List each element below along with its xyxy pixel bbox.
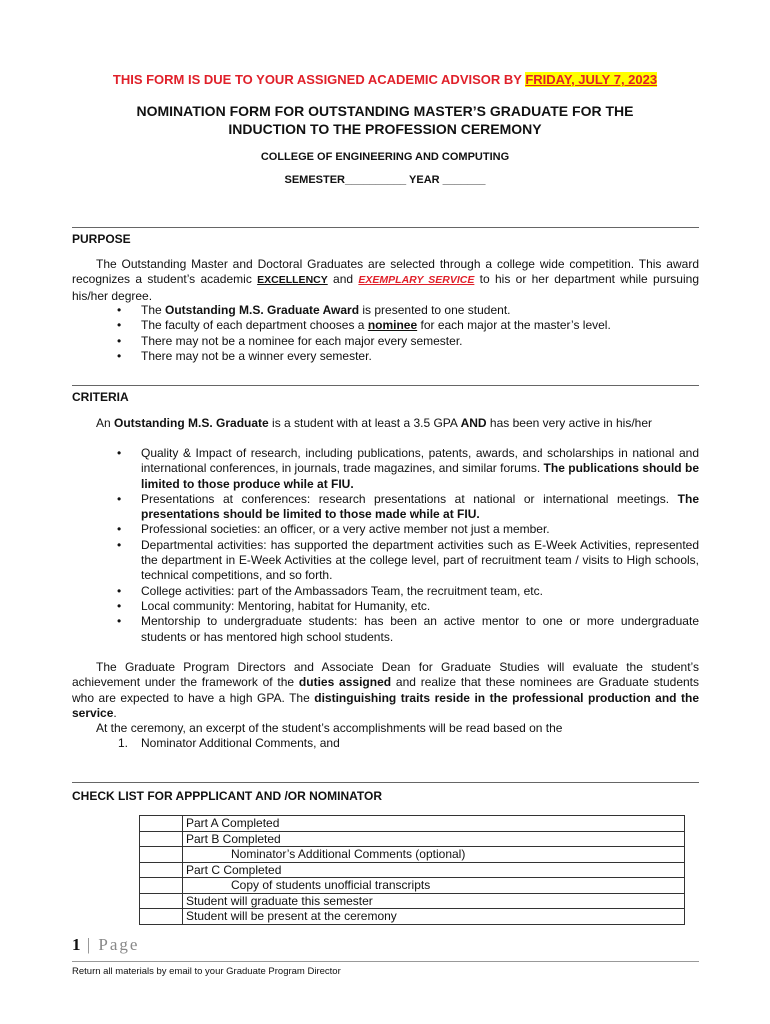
checklist-label: Student will graduate this semester bbox=[183, 893, 685, 909]
checklist-label: Part C Completed bbox=[183, 862, 685, 878]
list-item: • College activities: part of the Ambassadors Team, the recruitment team, etc. bbox=[141, 584, 699, 599]
checklist-label: Nominator’s Additional Comments (optional) bbox=[183, 847, 685, 863]
intro-and: AND bbox=[460, 416, 487, 430]
intro-text: is a student with at least a 3.5 GPA bbox=[268, 416, 461, 430]
table-row bbox=[140, 862, 685, 878]
footer-divider bbox=[72, 961, 699, 962]
checkbox-cell[interactable] bbox=[140, 831, 183, 847]
page-number bbox=[72, 935, 139, 955]
eval-text: . bbox=[113, 705, 117, 720]
award-name: Outstanding M.S. Graduate Award bbox=[165, 303, 360, 317]
evaluation-paragraph bbox=[72, 660, 699, 721]
list-item: • There may not be a nominee for each major every semester. bbox=[141, 334, 701, 349]
list-item bbox=[141, 303, 701, 318]
checklist-label: Part B Completed bbox=[183, 831, 685, 847]
checkbox-cell[interactable] bbox=[140, 862, 183, 878]
list-item: • There may not be a winner every semester. bbox=[141, 349, 701, 364]
intro-bold: Outstanding M.S. Graduate bbox=[114, 416, 269, 430]
item-text: The faculty of each department chooses a bbox=[141, 318, 368, 333]
criteria-list bbox=[141, 446, 699, 645]
eval-bold: distinguishing traits reside in the professional production and the service bbox=[72, 690, 699, 720]
due-notice bbox=[0, 72, 770, 87]
list-item: • Local community: Mentoring, habitat for Humanity, etc. bbox=[141, 599, 699, 614]
page-word: Page bbox=[98, 935, 140, 954]
checklist-label: Copy of students unofficial transcripts bbox=[183, 878, 685, 894]
year-blank[interactable]: _______ bbox=[442, 174, 486, 186]
footer-note: Return all materials by email to your Graduate Program Director bbox=[72, 966, 341, 977]
checklist-table bbox=[139, 815, 685, 925]
table-row bbox=[140, 816, 685, 832]
list-item bbox=[141, 492, 699, 523]
item-text: for each major at the master’s level. bbox=[417, 318, 611, 333]
form-title bbox=[60, 102, 710, 138]
purpose-text-and: and bbox=[327, 272, 359, 287]
checkbox-cell[interactable] bbox=[140, 816, 183, 832]
divider-criteria bbox=[72, 385, 699, 386]
item-bold: The publications should be limited to those produce while at FIU. bbox=[141, 461, 699, 491]
purpose-heading: PURPOSE bbox=[72, 232, 131, 246]
checkbox-cell[interactable] bbox=[140, 878, 183, 894]
checkbox-cell[interactable] bbox=[140, 893, 183, 909]
semester-label: SEMESTER bbox=[284, 174, 345, 186]
ordered-item: Nominator Additional Comments, and bbox=[141, 736, 340, 750]
purpose-list bbox=[141, 303, 701, 364]
checklist-label: Part A Completed bbox=[183, 816, 685, 832]
item-text: Quality & Impact of research, including publications, patents, awards, and scholarships in national and international conferences, in journals, trade magazines, and similar forums. bbox=[141, 446, 699, 476]
table-row bbox=[140, 878, 685, 894]
intro-text: An bbox=[96, 416, 115, 430]
item-text: The bbox=[141, 303, 166, 317]
checkbox-cell[interactable] bbox=[140, 847, 183, 863]
list-item: • Mentorship to undergraduate students: has been an active mentor to one or more undergraduate students or has mentored high school students. bbox=[141, 614, 699, 645]
divider-checklist bbox=[72, 782, 699, 783]
semester-year-line bbox=[0, 174, 770, 186]
table-row bbox=[140, 831, 685, 847]
checkbox-cell[interactable] bbox=[140, 909, 183, 925]
page-separator: | bbox=[80, 935, 99, 954]
due-prefix: THIS FORM IS DUE TO YOUR ASSIGNED ACADEMIC ADVISOR BY bbox=[112, 72, 526, 87]
divider-purpose bbox=[72, 227, 699, 228]
purpose-paragraph bbox=[72, 257, 699, 304]
table-row bbox=[140, 909, 685, 925]
title-line-1: NOMINATION FORM FOR OUTSTANDING MASTER’S GRADUATE FOR THE bbox=[136, 103, 634, 119]
item-text: Presentations at conferences: research presentations at national or international meetings. bbox=[141, 491, 678, 506]
eval-text: The Graduate Program Directors and Associate Dean for Graduate Studies will evaluate the student’s achievement under the framework of the bbox=[72, 660, 699, 690]
excellency-term: EXCELLENCY bbox=[257, 274, 328, 287]
year-label: YEAR bbox=[409, 174, 440, 186]
list-item bbox=[141, 318, 701, 333]
title-line-2: INDUCTION TO THE PROFESSION CEREMONY bbox=[228, 121, 542, 137]
exemplary-service-term: EXEMPLARY SERVICE bbox=[358, 274, 475, 287]
ceremony-text: At the ceremony, an excerpt of the student’s accomplishments will be read based on the bbox=[96, 721, 563, 735]
checklist-heading: CHECK LIST FOR APPPLICANT AND /OR NOMINATOR bbox=[72, 789, 382, 803]
table-row bbox=[140, 847, 685, 863]
purpose-text-b: to his or her department while pursuing his/her degree. bbox=[72, 272, 699, 303]
college-name: COLLEGE OF ENGINEERING AND COMPUTING bbox=[260, 151, 510, 163]
purpose-text-a: The Outstanding Master and Doctoral Graduates are selected through a college wide competition. This award recognizes a student’s academic bbox=[72, 257, 699, 287]
checklist-label: Student will be present at the ceremony bbox=[183, 909, 685, 925]
duties-assigned: duties assigned bbox=[298, 675, 392, 690]
nominee-term: nominee bbox=[367, 318, 418, 333]
intro-text: has been very active in his/her bbox=[486, 416, 653, 430]
criteria-intro bbox=[96, 416, 700, 431]
list-item bbox=[141, 446, 699, 492]
ordered-item-number: 1. bbox=[118, 736, 129, 750]
due-date: FRIDAY, JULY 7, 2023 bbox=[525, 72, 658, 87]
list-item: • Professional societies: an officer, or a very active member not just a member. bbox=[141, 522, 699, 537]
list-item: • Departmental activities: has supported the department activities such as E-Week Activities, represented the department in E-Week Activities at the college level, part of recruitment team / visits to High schools, technical competitions, and so forth. bbox=[141, 538, 699, 584]
criteria-heading: CRITERIA bbox=[72, 390, 129, 404]
semester-blank[interactable]: __________ bbox=[345, 174, 407, 186]
item-text: is presented to one student. bbox=[359, 303, 511, 317]
eval-text: and realize that these nominees are Graduate students who are expected to have a high GPA. The bbox=[72, 675, 700, 705]
page-number-value: 1 bbox=[72, 935, 81, 954]
item-bold: The presentations should be limited to those made while at FIU. bbox=[141, 491, 699, 522]
table-row bbox=[140, 893, 685, 909]
